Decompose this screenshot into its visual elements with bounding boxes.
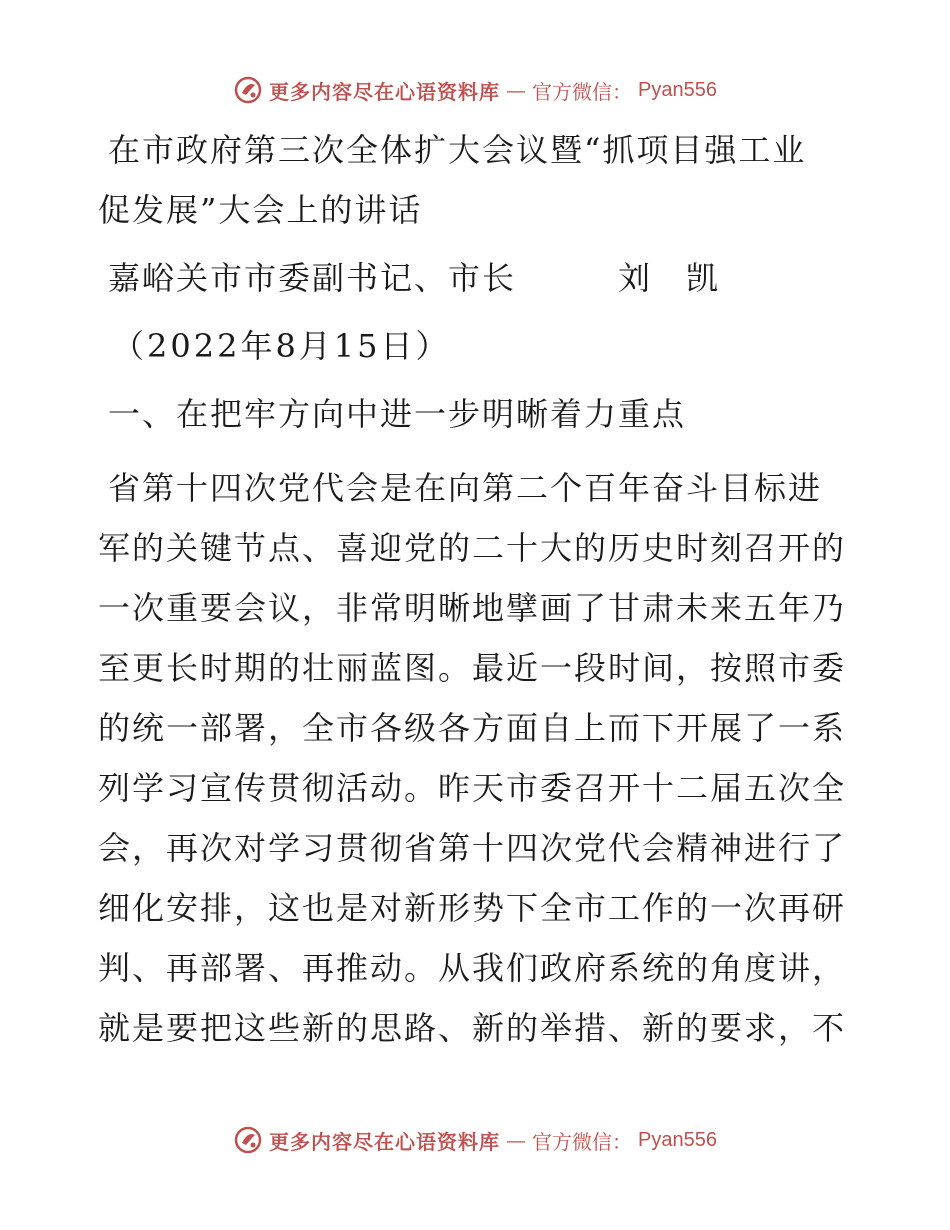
footer-watermark [0,1120,950,1160]
watermark-wechat-id: Pyan556 [638,78,717,101]
document-body [98,120,858,1058]
watermark-dash: — [506,78,527,102]
paragraph-line: 就是要把这些新的思路、新的举措、新的要求，不 [98,1009,847,1047]
watermark-brand: 更多内容尽在心语资料库 [269,79,501,104]
watermark-wechat-id: Pyan556 [638,1128,717,1151]
watermark-dash: — [506,1128,527,1152]
watermark-wechat-label: 官方微信： [532,1129,633,1154]
watermark-wechat-label: 官方微信： [532,79,633,104]
brand-logo-icon [233,75,263,105]
watermark-brand: 更多内容尽在心语资料库 [269,1129,501,1154]
document-date: （2022年8月15日） [112,327,451,365]
paragraph-line: 会，再次对学习贯彻省第十四次党代会精神进行了 [98,829,847,867]
brand-logo-icon [233,1125,263,1155]
paragraph-line: 细化安排，这也是对新形势下全市工作的一次再研 [98,889,847,927]
paragraph-line: 省第十四次党代会是在向第二个百年奋斗目标进 [108,469,823,507]
paragraph-line: 至更长时期的壮丽蓝图。最近一段时间，按照市委 [98,649,847,687]
document-speaker: 嘉峪关市市委副书记、市长 刘 凯 [108,259,721,297]
document-title-line-1: 在市政府第三次全体扩大会议暨“抓项目强工业 [108,131,807,169]
paragraph-line: 一次重要会议，非常明晰地擘画了甘肃未来五年乃 [98,589,847,627]
paragraph-line: 军的关键节点、喜迎党的二十大的历史时刻召开的 [98,529,847,567]
paragraph-line: 判、再部署、再推动。从我们政府系统的角度讲， [98,949,847,987]
document-title-line-2: 促发展”大会上的讲话 [98,191,423,229]
paragraph [98,458,858,1058]
paragraph-line: 列学习宣传贯彻活动。昨天市委召开十二届五次全 [98,769,847,807]
header-watermark [0,70,950,110]
paragraph-line: 的统一部署，全市各级各方面自上而下开展了一系 [98,709,847,747]
section-heading: 一、在把牢方向中进一步明晰着力重点 [108,395,687,433]
